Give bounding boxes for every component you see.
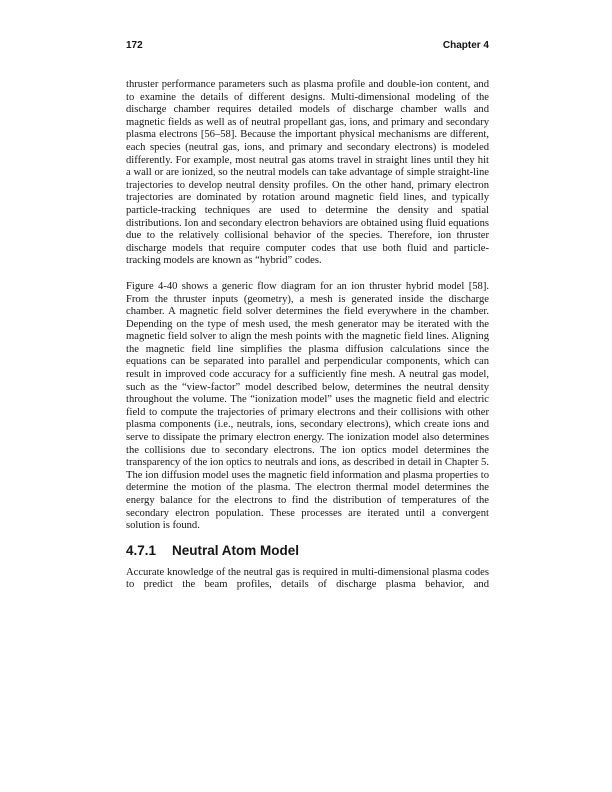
section-number: 4.7.1: [126, 542, 157, 558]
page-number: 172: [126, 40, 143, 51]
body-text: [126, 79, 489, 592]
paragraph-hybrid-model-flow: Figure 4-40 shows a generic flow diagram for an ion thruster hybrid model [58]. From the thruster inputs (geometry), a mesh is generated inside the discharge chamber. A magnetic field solver determines the field everywhere in the chamber. Depending on the type of mesh used, the mesh generator may be iterated with the magnetic field solver to align the mesh points with the magnetic field lines. Aligning the magnetic field line simplifies the plasma diffusion calculations since the equations can be separated into parallel and perpendicular components, which can result in improved code accuracy for a sufficiently fine mesh. A neutral gas model, such as the “view-factor” model described below, determines the neutral density throughout the volume. The “ionization model” uses the magnetic field and electric field to compute the trajectories of primary electrons and their collisions with other plasma components (i.e., neutrals, ions, secondary electrons), which create ions and serve to dissipate the primary electron energy. The ionization model also determines the collisions due to secondary electrons. The ion optics model determines the transparency of the ion optics to neutrals and ions, as described in detail in Chapter 5. The ion diffusion model uses the magnetic field information and plasma properties to determine the motion of the plasma. The electron thermal model determines the energy balance for the electrons to find the distribution of temperatures of the secondary electron population. These processes are iterated until a convergent solution is found.: [126, 280, 489, 532]
section-title: Neutral Atom Model: [172, 542, 300, 558]
running-header: [126, 40, 489, 51]
section-heading: [126, 543, 489, 558]
paragraph-thruster-modeling: thruster performance parameters such as plasma profile and double-ion content, and to examine the details of different designs. Multi-dimensional modeling of the discharge chamber requires detailed models of discharge chamber walls and magnetic fields as well as of neutral propellant gas, ions, and primary and secondary plasma electrons [56–58]. Because the important physical mechanisms are different, each species (neutral gas, ions, and primary and secondary electrons) is modeled differently. For example, most neutral gas atoms travel in straight lines until they hit a wall or are ionized, so the neutral models can take advantage of simple straight-line trajectories to develop neutral density profiles. On the other hand, primary electron trajectories are dominated by rotation around magnetic field lines, and typically particle-tracking techniques are used to determine the density and spatial distributions. Ion and secondary electron behaviors are obtained using fluid equations due to the relatively collisional behavior of the species. Therefore, ion thruster discharge models that require computer codes that use both fluid and particle-tracking models are known as “hybrid” codes.: [126, 79, 489, 267]
paragraph-neutral-gas-intro: Accurate knowledge of the neutral gas is required in multi-dimensional plasma codes to predict the beam profiles, details of discharge plasma behavior, and: [126, 566, 489, 591]
chapter-label: Chapter 4: [442, 40, 489, 51]
